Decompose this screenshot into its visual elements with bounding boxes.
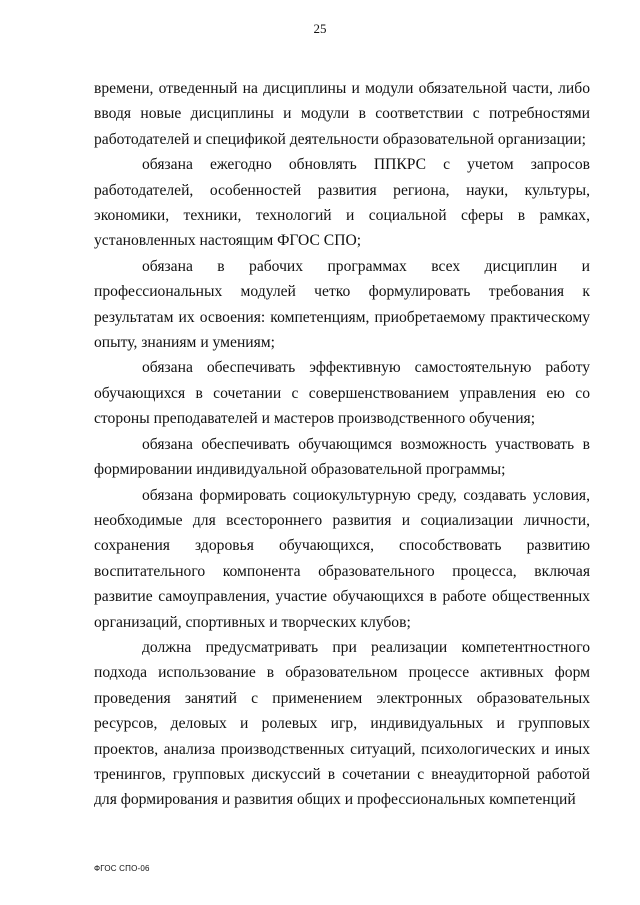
paragraph-update-program: обязана ежегодно обновлять ППКРС с учетом запросов работодателей, особенностей развития региона, науки, культуры, экономики, техники, технологий и социальной сферы в рамках, установленных настоящим ФГОС СПО; bbox=[94, 156, 590, 250]
document-body bbox=[94, 76, 590, 813]
page-number: 25 bbox=[313, 21, 327, 36]
paragraph-individual-program: обязана обеспечивать обучающимся возможность участвовать в формировании индивидуальной образовательной программы; bbox=[94, 435, 590, 479]
footer-document-code: ФГОС СПО-06 bbox=[94, 864, 150, 873]
paragraph-work-programs: обязана в рабочих программах всех дисциплин и профессиональных модулей четко формулировать требования к результатам их освоения: компетенциям, приобретаемому практическому опыту, знаниям и умениям; bbox=[94, 257, 590, 352]
paragraph-independent-work: обязана обеспечивать эффективную самостоятельную работу обучающихся в сочетании с совершенствованием управления ею со стороны преподавателей и мастеров производственного обучения; bbox=[94, 359, 590, 428]
paragraph-continuation: времени, отведенный на дисциплины и модули обязательной части, либо вводя новые дисциплины и модули в соответствии с потребностями работодателей и спецификой деятельности образовательной организации; bbox=[94, 80, 590, 148]
paragraph-sociocultural-environment: обязана формировать социокультурную среду, создавать условия, необходимые для всестороннего развития и социализации личности, сохранения здоровья обучающихся, способствовать развитию воспитательного компонента образовательного процесса, включая развитие самоуправления, участие обучающихся в работе общественных организаций, спортивных и творческих клубов; bbox=[94, 486, 590, 631]
paragraph-active-forms: должна предусматривать при реализации компетентностного подхода использование в образовательном процессе активных форм проведения занятий с применением электронных образовательных ресурсов, деловых и ролевых игр, индивидуальных и групповых проектов, анализа производственных ситуаций, психологических и иных тренингов, групповых дискуссий в сочетании с внеаудиторной работой для формирования и развития общих и профессиональных компетенций bbox=[94, 638, 590, 809]
